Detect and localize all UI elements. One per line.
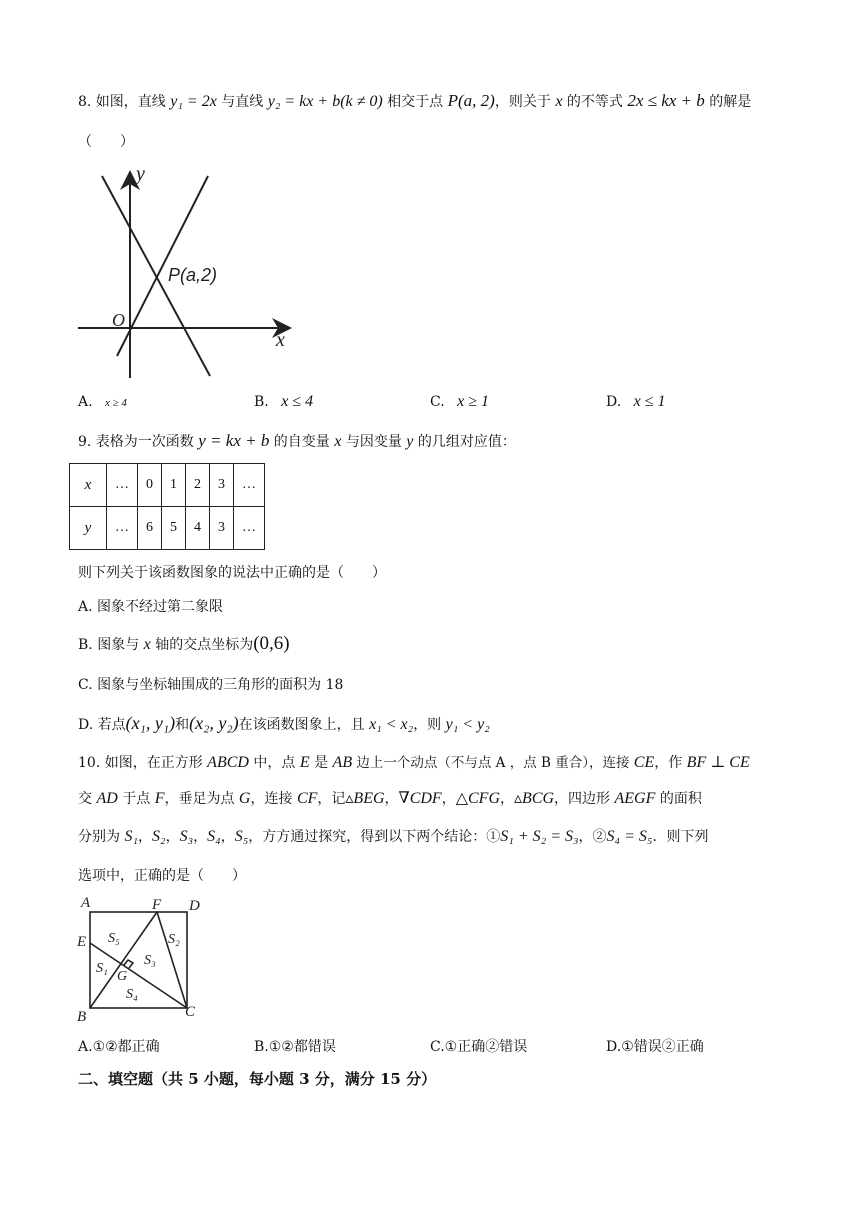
q10-s3: S₃ (179, 828, 194, 845)
label-s4: S₄ (126, 987, 138, 1002)
q10-triangle-beg: ▵BEG (345, 790, 385, 807)
table-cell: … (107, 464, 138, 507)
q9-stem (78, 431, 516, 452)
q9-option-a[interactable] (78, 597, 223, 617)
q9-option-d[interactable] (78, 713, 490, 735)
q9-value-table (69, 463, 265, 550)
table-cell: … (107, 507, 138, 550)
table-header-x: x (70, 464, 107, 507)
q9-eq: y = kx + b (198, 431, 270, 450)
label-f: F (152, 897, 162, 913)
q8-paren: （ ） (78, 134, 134, 150)
q10-stem-line1 (78, 753, 750, 773)
option-letter: B. (254, 394, 269, 410)
q9-text: 9. 表格为一次函数 (78, 434, 199, 450)
q10-option-b[interactable] (254, 1037, 336, 1057)
option-letter: B. (254, 1039, 269, 1055)
option-text: 图象与 (97, 637, 144, 653)
q9-text: 与因变量 (341, 434, 407, 450)
q10-triangle-cfg: △CFG (455, 790, 501, 807)
q10-g: G (238, 790, 251, 807)
q10-text: 是 (309, 755, 333, 771)
table-cell: 1 (162, 464, 186, 507)
option-text: 在该函数图象上，且 (238, 717, 370, 733)
q10-triangle-cdf: ∇CDF (398, 790, 442, 807)
table-header-y: y (70, 507, 107, 550)
table-row-y (70, 507, 265, 550)
option-result: y₁ < y₂ (445, 716, 490, 733)
segment-fc (157, 912, 187, 1008)
table-cell: 0 (138, 464, 162, 507)
label-s1: S₁ (96, 961, 108, 976)
label-s2: S₂ (168, 932, 180, 947)
q10-text: 中，点 (248, 755, 300, 771)
q10-s1: S₁ (124, 828, 139, 845)
q10-stem-line2 (78, 789, 702, 809)
option-point1: (x₁, y₁) (125, 713, 176, 733)
label-b: B (77, 1009, 87, 1025)
q10-text: 的面积 (655, 791, 702, 807)
table-cell: … (234, 507, 265, 550)
q8-text: ，则关于 (494, 94, 556, 110)
q10-option-a[interactable] (78, 1037, 160, 1057)
origin-label: O (112, 310, 125, 330)
q10-text: ，记 (317, 791, 346, 807)
q9-text: 的几组对应值： (413, 434, 516, 450)
q10-option-c[interactable] (430, 1037, 527, 1057)
q10-ab: AB (332, 754, 353, 771)
option-letter: B. (78, 637, 93, 653)
label-a: A (81, 895, 91, 911)
q10-s5: S₅ (234, 828, 249, 845)
q10-text: ， (384, 791, 399, 807)
q9-option-b[interactable] (78, 634, 290, 655)
option-text: 图象与坐标轴围成的三角形的面积为 18 (97, 677, 344, 693)
q10-text: ，作 (654, 755, 687, 771)
q10-e: E (299, 754, 310, 771)
q8-text: 相交于点 (382, 94, 448, 110)
q8-text: 与直线 (216, 94, 268, 110)
q10-quad-aegf: AEGF (614, 790, 656, 807)
q10-abcd: ABCD (207, 754, 249, 771)
q9-xvar: x (334, 433, 342, 450)
y-axis-label: y (136, 163, 145, 185)
label-s3: S₃ (144, 953, 156, 968)
q10-text: 于点 (117, 791, 155, 807)
option-letter: D. (606, 1039, 622, 1055)
q10-text: 10. 如图，在正方形 (78, 755, 208, 771)
section-title: 二、填空题（共 5 小题，每小题 3 分，满分 15 分） (78, 1070, 437, 1088)
option-condition: x₁ < x₂ (369, 716, 414, 733)
q10-f: F (154, 790, 165, 807)
table-cell: … (234, 464, 265, 507)
option-text: 轴的交点坐标为 (150, 637, 254, 653)
option-text: x ≤ 1 (633, 393, 666, 410)
q10-stem-line3: 分别为 S₁，S₂，S₃，S₄，S₅，方方通过探究，得到以下两个结论：①S₁ + S₂ = S₃，②S₄ = S₅．则下列 (78, 828, 709, 845)
q10-conclusion2: S₄ = S₅ (606, 828, 653, 845)
q10-text: 分别为 (78, 829, 125, 845)
q8-text: 8. 如图，直线 (78, 94, 171, 110)
q10-text: ，垂足为点 (164, 791, 239, 807)
point-p-label: P(a,2) (168, 265, 218, 285)
table-cell: 6 (138, 507, 162, 550)
label-s5: S₅ (108, 931, 120, 946)
table-cell: 3 (210, 464, 234, 507)
q10-text: ， (441, 791, 456, 807)
q8-eq2: y₂ = kx + b(k ≠ 0) (267, 93, 383, 110)
option-text: ①错误②正确 (621, 1039, 704, 1055)
q10-s4: S₄ (207, 828, 221, 845)
q10-conclusion1: S₁ + S₂ = S₃ (500, 828, 579, 845)
q10-text: ，方方通过探究，得到以下两个结论：① (248, 829, 501, 845)
q8-option-d[interactable] (606, 392, 666, 412)
q10-option-d[interactable] (606, 1037, 704, 1057)
q10-ad: AD (96, 790, 118, 807)
option-letter: D. (78, 717, 94, 733)
q8-figure (70, 160, 300, 380)
option-letter: A. (78, 1039, 93, 1055)
label-g: G (117, 969, 128, 984)
option-letter: D. (606, 394, 622, 410)
option-text: ，则 (413, 717, 446, 733)
q9-yvar: y (406, 433, 414, 450)
q10-triangle-bcg: ▵BCG (514, 790, 555, 807)
q8-var: x (555, 93, 563, 110)
x-axis-label: x (276, 329, 285, 351)
label-d: D (189, 898, 200, 914)
q8-inequality: 2x ≤ kx + b (627, 91, 705, 110)
q9-question: 则下列关于该函数图象的说法中正确的是（ ） (78, 565, 386, 581)
option-text: ①正确②错误 (444, 1039, 528, 1055)
table-cell: 4 (186, 507, 210, 550)
q10-ce: CE (633, 754, 655, 771)
option-letter: C. (430, 394, 445, 410)
option-text: 若点 (97, 717, 126, 733)
q10-figure (74, 892, 214, 1027)
option-text: ①②都正确 (92, 1039, 160, 1055)
q8-point: P(a, 2) (447, 91, 495, 110)
option-text: 和 (175, 717, 190, 733)
q10-text: ，② (578, 829, 607, 845)
q9-text: 的自变量 (269, 434, 335, 450)
q8-option-a[interactable] (78, 392, 127, 413)
q8-stem (78, 91, 751, 112)
option-coord: (0,6) (253, 633, 290, 654)
q10-text: 边上一个动点（不与点 A ，点 B 重合），连接 (352, 755, 634, 771)
option-letter: C. (430, 1039, 445, 1055)
q8-option-b[interactable] (254, 392, 313, 412)
option-letter: A. (78, 394, 93, 410)
option-point2: (x₂, y₂) (189, 713, 239, 733)
q10-text: ．则下列 (652, 829, 709, 845)
q8-eq1: y₁ = 2x (170, 93, 217, 110)
q10-cf: CF (296, 790, 318, 807)
q9-option-c[interactable] (78, 675, 343, 695)
option-text: ①②都错误 (268, 1039, 336, 1055)
table-row-x (70, 464, 265, 507)
table-cell: 5 (162, 507, 186, 550)
q10-text: 交 (78, 791, 97, 807)
q8-text: 的解是 (704, 94, 752, 110)
option-text: x ≥ 1 (457, 393, 490, 410)
option-var: x (143, 636, 151, 653)
option-text: x ≥ 4 (105, 397, 127, 409)
label-c: C (185, 1004, 196, 1020)
table-cell: 2 (186, 464, 210, 507)
option-letter: A. (78, 599, 93, 615)
label-e: E (77, 934, 87, 950)
q10-text: ， (500, 791, 515, 807)
q10-text: ，四边形 (554, 791, 615, 807)
q10-bf-perp-ce: BF ⊥ CE (686, 754, 750, 771)
option-text: x ≤ 4 (281, 393, 314, 410)
table-cell: 3 (210, 507, 234, 550)
q10-text: ，连接 (250, 791, 297, 807)
q8-text: 的不等式 (562, 94, 628, 110)
option-letter: C. (78, 677, 93, 693)
option-text: 图象不经过第二象限 (97, 599, 224, 615)
q8-option-c[interactable] (430, 392, 489, 412)
q10-stem-line4: 选项中，正确的是（ ） (78, 868, 246, 884)
q10-s2: S₂ (152, 828, 166, 845)
